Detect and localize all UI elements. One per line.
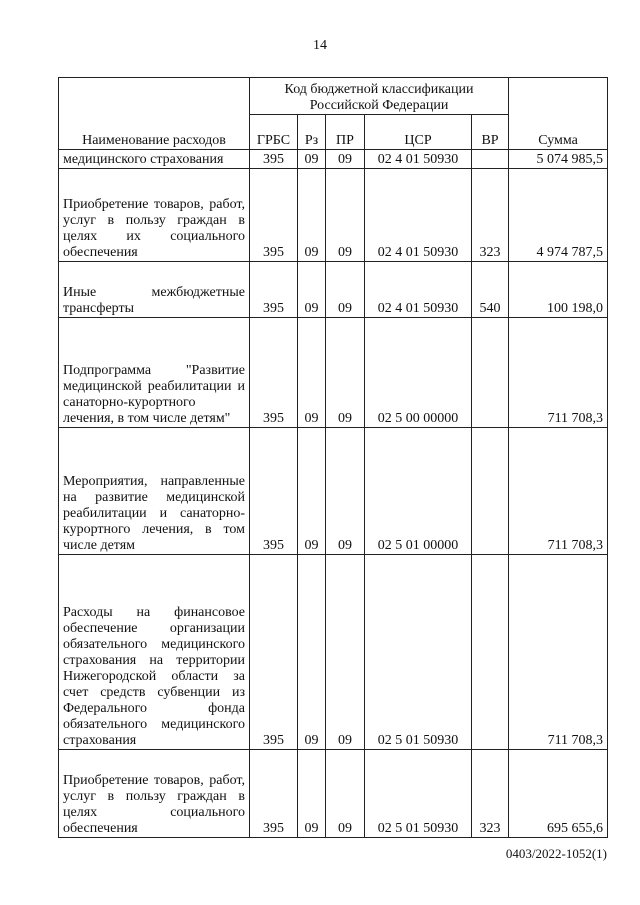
table-row bbox=[59, 750, 608, 838]
sum-value: 711 708,3 bbox=[509, 428, 608, 555]
rz-code: 09 bbox=[298, 750, 326, 838]
vr-code: 323 bbox=[472, 750, 509, 838]
vr-code bbox=[472, 555, 509, 750]
sum-value: 100 198,0 bbox=[509, 262, 608, 318]
pr-code: 09 bbox=[326, 318, 365, 428]
table-row bbox=[59, 428, 608, 555]
csr-code: 02 4 01 50930 bbox=[365, 169, 472, 262]
table-row bbox=[59, 318, 608, 428]
rz-code: 09 bbox=[298, 428, 326, 555]
expense-name: медицинского страхования bbox=[59, 150, 250, 169]
sum-value: 695 655,6 bbox=[509, 750, 608, 838]
budget-table bbox=[58, 77, 608, 838]
vr-code: 540 bbox=[472, 262, 509, 318]
vr-code bbox=[472, 428, 509, 555]
pr-code: 09 bbox=[326, 750, 365, 838]
rz-code: 09 bbox=[298, 262, 326, 318]
grbs-code: 395 bbox=[250, 169, 298, 262]
pr-code: 09 bbox=[326, 150, 365, 169]
expense-name: Расходы на финансовое обеспечение организации обязательного медицинского страхования на территории Нижегородской области за счет средств субвенции из Федерального фонда обязательного медицинского страхования bbox=[59, 555, 250, 750]
vr-code bbox=[472, 150, 509, 169]
csr-code: 02 5 01 50930 bbox=[365, 555, 472, 750]
csr-code: 02 5 01 50930 bbox=[365, 750, 472, 838]
pr-code: 09 bbox=[326, 428, 365, 555]
header-grbs: ГРБС bbox=[250, 115, 298, 150]
expense-name: Приобретение товаров, работ, услуг в пользу граждан в целях социального обеспечения bbox=[59, 750, 250, 838]
table-row bbox=[59, 262, 608, 318]
pr-code: 09 bbox=[326, 555, 365, 750]
table-row bbox=[59, 555, 608, 750]
grbs-code: 395 bbox=[250, 318, 298, 428]
rz-code: 09 bbox=[298, 150, 326, 169]
pr-code: 09 bbox=[326, 262, 365, 318]
grbs-code: 395 bbox=[250, 750, 298, 838]
csr-code: 02 4 01 50930 bbox=[365, 150, 472, 169]
sum-value: 5 074 985,5 bbox=[509, 150, 608, 169]
table-row bbox=[59, 150, 608, 169]
grbs-code: 395 bbox=[250, 150, 298, 169]
header-rz: Рз bbox=[298, 115, 326, 150]
vr-code bbox=[472, 318, 509, 428]
header-vr: ВР bbox=[472, 115, 509, 150]
vr-code: 323 bbox=[472, 169, 509, 262]
sum-value: 4 974 787,5 bbox=[509, 169, 608, 262]
rz-code: 09 bbox=[298, 555, 326, 750]
pr-code: 09 bbox=[326, 169, 365, 262]
rz-code: 09 bbox=[298, 318, 326, 428]
sum-value: 711 708,3 bbox=[509, 555, 608, 750]
expense-name: Иные межбюджетные трансферты bbox=[59, 262, 250, 318]
grbs-code: 395 bbox=[250, 262, 298, 318]
document-code: 0403/2022-1052(1) bbox=[505, 846, 607, 861]
sum-value: 711 708,3 bbox=[509, 318, 608, 428]
grbs-code: 395 bbox=[250, 428, 298, 555]
header-expense-name: Наименование расходов bbox=[59, 78, 250, 150]
grbs-code: 395 bbox=[250, 555, 298, 750]
csr-code: 02 4 01 50930 bbox=[365, 262, 472, 318]
csr-code: 02 5 01 00000 bbox=[365, 428, 472, 555]
expense-name: Мероприятия, направленные на развитие медицинской реабилитации и санаторно-курортного лечения, в том числе детям bbox=[59, 428, 250, 555]
expense-name: Подпрограмма "Развитие медицинской реабилитации и санаторно-курортного лечения, в том числе детям" bbox=[59, 318, 250, 428]
table-row bbox=[59, 169, 608, 262]
header-budget-code: Код бюджетной классификации Российской Федерации bbox=[250, 78, 509, 115]
page-number: 14 bbox=[313, 38, 327, 53]
header-sum: Сумма bbox=[509, 78, 608, 150]
rz-code: 09 bbox=[298, 169, 326, 262]
header-pr: ПР bbox=[326, 115, 365, 150]
header-csr: ЦСР bbox=[365, 115, 472, 150]
expense-name: Приобретение товаров, работ, услуг в пользу граждан в целях их социального обеспечения bbox=[59, 169, 250, 262]
csr-code: 02 5 00 00000 bbox=[365, 318, 472, 428]
